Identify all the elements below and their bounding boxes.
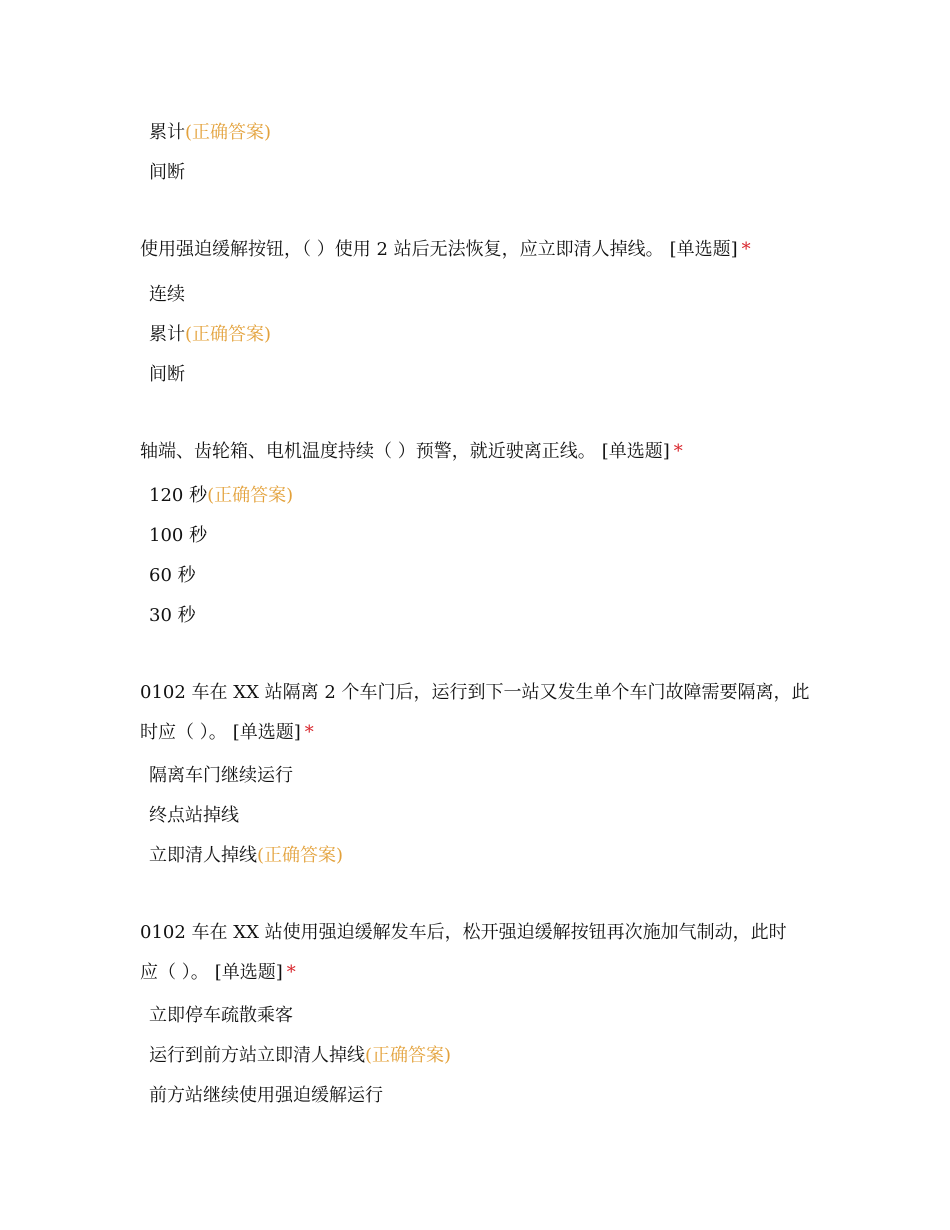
option-prev-1[interactable] <box>149 121 271 145</box>
question-text-line-1: 0102 车在 XX 站使用强迫缓解发车后，松开强迫缓解按钮再次施加气制动，此时 <box>140 922 787 943</box>
option-q2-2[interactable] <box>149 524 207 548</box>
correct-answer-tag: (正确答案) <box>185 324 272 345</box>
option-label: 立即停车疏散乘客 <box>149 1005 293 1026</box>
required-star: * <box>741 239 751 260</box>
question-4 <box>140 913 830 993</box>
option-q2-3[interactable] <box>149 564 196 588</box>
option-label: 累计 <box>149 324 185 345</box>
option-label: 120 秒 <box>149 485 208 506</box>
question-text-line-2: 应（ ）。 <box>140 962 209 983</box>
option-label: 隔离车门继续运行 <box>149 765 293 786</box>
question-type: [单选题] <box>669 239 738 260</box>
question-text-line-1: 0102 车在 XX 站隔离 2 个车门后，运行到下一站又发生单个车门故障需要隔离，此 <box>140 682 810 703</box>
question-1 <box>140 230 830 270</box>
correct-answer-tag: (正确答案) <box>185 122 272 143</box>
option-q1-2[interactable] <box>149 323 271 347</box>
option-label: 间断 <box>149 364 185 385</box>
option-q3-3[interactable] <box>149 844 343 868</box>
required-star: * <box>286 962 296 983</box>
option-label: 立即清人掉线 <box>149 845 257 866</box>
option-q3-2[interactable] <box>149 804 239 828</box>
option-q1-3[interactable] <box>149 363 185 387</box>
option-label: 终点站掉线 <box>149 805 239 826</box>
question-text: 使用强迫缓解按钮，（ ）使用 2 站后无法恢复，应立即清人掉线。 <box>140 239 664 260</box>
option-label: 前方站继续使用强迫缓解运行 <box>149 1085 383 1106</box>
option-label: 运行到前方站立即清人掉线 <box>149 1045 365 1066</box>
correct-answer-tag: (正确答案) <box>257 845 344 866</box>
option-prev-2[interactable] <box>149 161 185 185</box>
question-type: [单选题] <box>232 722 301 743</box>
option-label: 60 秒 <box>149 565 196 586</box>
option-q4-1[interactable] <box>149 1004 293 1028</box>
option-label: 30 秒 <box>149 605 196 626</box>
option-label: 100 秒 <box>149 525 208 546</box>
question-3 <box>140 673 830 753</box>
option-label: 间断 <box>149 162 185 183</box>
option-q2-4[interactable] <box>149 604 196 628</box>
option-q1-1[interactable] <box>149 283 185 307</box>
required-star: * <box>304 722 314 743</box>
question-2 <box>140 432 830 472</box>
option-q4-3[interactable] <box>149 1084 383 1108</box>
correct-answer-tag: (正确答案) <box>207 485 294 506</box>
option-label: 累计 <box>149 122 185 143</box>
question-text-line-2: 时应（ ）。 <box>140 722 227 743</box>
option-q4-2[interactable] <box>149 1044 451 1068</box>
correct-answer-tag: (正确答案) <box>365 1045 452 1066</box>
question-type: [单选题] <box>601 441 670 462</box>
required-star: * <box>673 441 683 462</box>
option-q2-1[interactable] <box>149 484 293 508</box>
question-text: 轴端、齿轮箱、电机温度持续（ ）预警，就近驶离正线。 <box>140 441 596 462</box>
option-label: 连续 <box>149 284 185 305</box>
question-type: [单选题] <box>214 962 283 983</box>
option-q3-1[interactable] <box>149 764 293 788</box>
